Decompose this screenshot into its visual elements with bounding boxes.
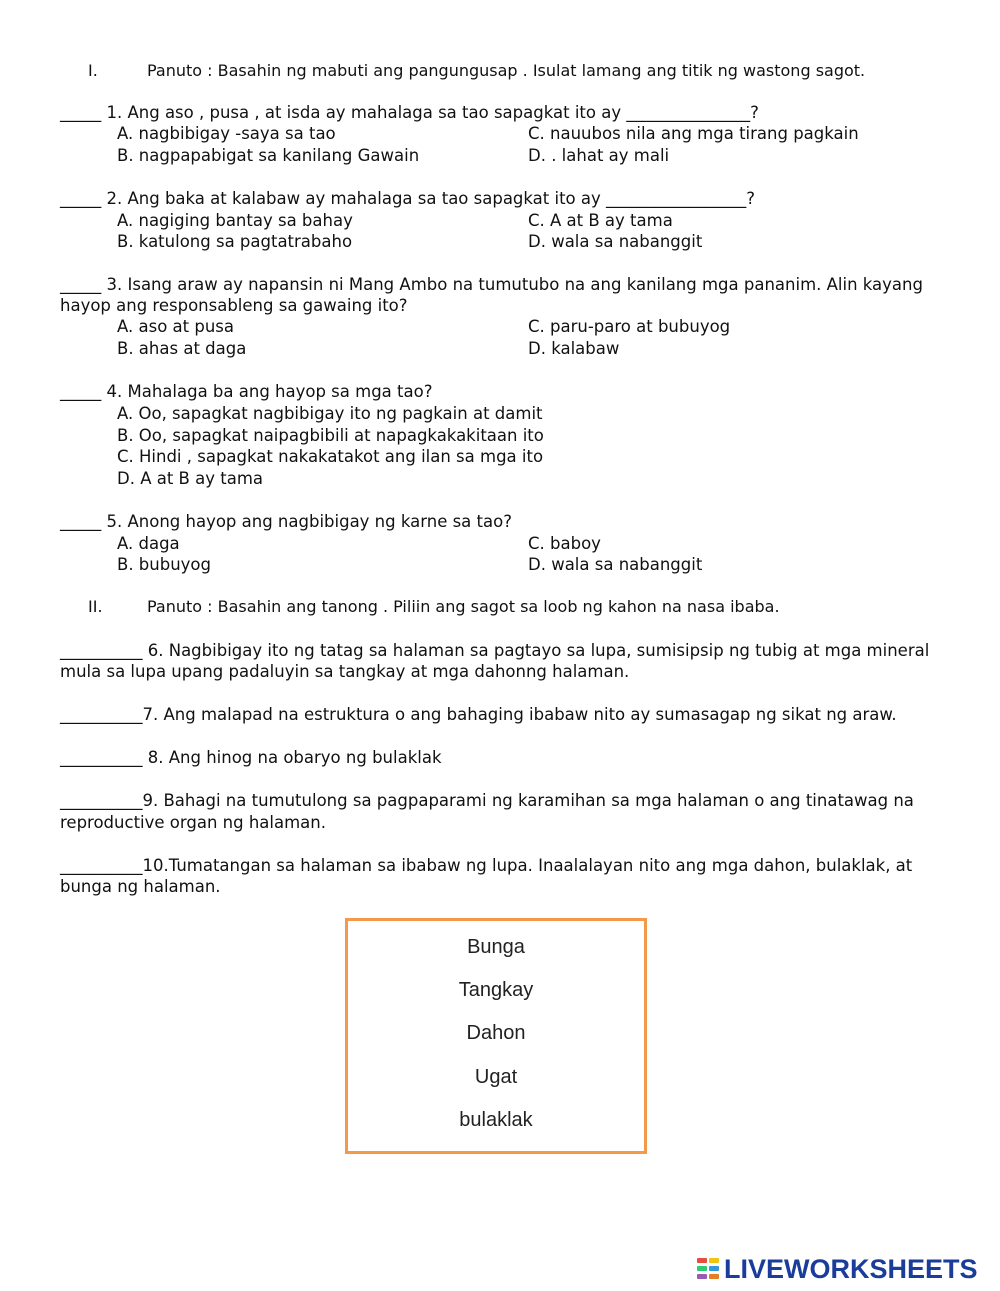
question-4-choice-b: B. Oo, sapagkat naipagbibili at napagkakakitaan ito bbox=[117, 426, 544, 445]
question-3-stem-line-1: _____ 3. Isang araw ay napansin ni Mang Ambo na tumutubo na ang kanilang mga pananim. Alin kayang bbox=[60, 275, 923, 294]
question-1-stem: _____ 1. Ang aso , pusa , at isda ay mahalaga sa tao sapagkat ito ay _______________? bbox=[60, 103, 759, 122]
question-4-stem: _____ 4. Mahalaga ba ang hayop sa mga tao? bbox=[60, 382, 433, 401]
section-1-directions: Panuto : Basahin ng mabuti ang pangungusap . Isulat lamang ang titik ng wastong sagot. bbox=[147, 61, 866, 80]
question-4-choice-d: D. A at B ay tama bbox=[117, 469, 264, 488]
answer-choices-box bbox=[345, 918, 647, 1154]
section-2-directions: Panuto : Basahin ang tanong . Piliin ang sagot sa loob ng kahon na nasa ibaba. bbox=[147, 597, 780, 616]
question-5-stem: _____ 5. Anong hayop ang nagbibigay ng karne sa tao? bbox=[60, 512, 512, 531]
question-8-line-1: __________ 8. Ang hinog na obaryo ng bulaklak bbox=[60, 748, 442, 767]
question-10-line-1: __________10.Tumatangan sa halaman sa ibabaw ng lupa. Inaalalayan nito ang mga dahon, bulaklak, at bbox=[60, 856, 913, 875]
question-3-choice-d: D. kalabaw bbox=[528, 339, 620, 358]
question-2-stem: _____ 2. Ang baka at kalabaw ay mahalaga sa tao sapagkat ito ay _________________? bbox=[60, 189, 756, 208]
question-1-choice-d: D. . lahat ay mali bbox=[528, 146, 670, 165]
question-7-line-1: __________7. Ang malapad na estruktura o ang bahaging ibabaw nito ay sumasagap ng sikat ng araw. bbox=[60, 705, 897, 724]
question-2-choice-a: A. nagiging bantay sa bahay bbox=[117, 211, 353, 230]
question-1-choice-a: A. nagbibigay -saya sa tao bbox=[117, 124, 336, 143]
liveworksheets-logo-text: LIVEWORKSHEETS bbox=[724, 1253, 978, 1284]
question-3-stem-line-2: hayop ang responsableng sa gawaing ito? bbox=[60, 296, 408, 315]
question-2-choice-b: B. katulong sa pagtatrabaho bbox=[117, 232, 353, 251]
liveworksheets-logo bbox=[697, 1254, 978, 1284]
question-9-line-1: __________9. Bahagi na tumutulong sa pagpaparami ng karamihan sa mga halaman o ang tinatawag na bbox=[60, 791, 914, 810]
question-3-choice-b: B. ahas at daga bbox=[117, 339, 247, 358]
question-5-choice-d: D. wala sa nabanggit bbox=[528, 555, 703, 574]
question-6-line-2: mula sa lupa upang padaluyin sa tangkay at mga dahonng halaman. bbox=[60, 662, 630, 681]
question-3-choice-c: C. paru-paro at bubuyog bbox=[528, 317, 731, 336]
answer-word-bunga: Bunga bbox=[467, 936, 525, 958]
question-1-choice-b: B. nagpapabigat sa kanilang Gawain bbox=[117, 146, 420, 165]
question-5-choice-b: B. bubuyog bbox=[117, 555, 212, 574]
question-4-choice-a: A. Oo, sapagkat nagbibigay ito ng pagkain at damit bbox=[117, 404, 543, 423]
section-2-numeral: II. bbox=[88, 597, 103, 616]
answer-word-dahon: Dahon bbox=[466, 1022, 526, 1044]
question-2-choice-c: C. A at B ay tama bbox=[528, 211, 673, 230]
question-3-choice-a: A. aso at pusa bbox=[117, 317, 234, 336]
question-10-line-2: bunga ng halaman. bbox=[60, 877, 221, 896]
answer-word-tangkay: Tangkay bbox=[458, 979, 534, 1001]
question-5-choice-a: A. daga bbox=[117, 534, 180, 553]
answer-word-bulaklak: bulaklak bbox=[459, 1109, 533, 1131]
question-5-choice-c: C. baboy bbox=[528, 534, 601, 553]
liveworksheets-logo-icon bbox=[697, 1256, 721, 1282]
answer-word-ugat: Ugat bbox=[474, 1066, 518, 1088]
question-9-line-2: reproductive organ ng halaman. bbox=[60, 813, 326, 832]
section-1-numeral: I. bbox=[88, 61, 98, 80]
question-1-choice-c: C. nauubos nila ang mga tirang pagkain bbox=[528, 124, 859, 143]
question-4-choice-c: C. Hindi , sapagkat nakakatakot ang ilan sa mga ito bbox=[117, 447, 544, 466]
question-6-line-1: __________ 6. Nagbibigay ito ng tatag sa halaman sa pagtayo sa lupa, sumisipsip ng tubig at mga mineral bbox=[60, 641, 930, 660]
question-2-choice-d: D. wala sa nabanggit bbox=[528, 232, 703, 251]
